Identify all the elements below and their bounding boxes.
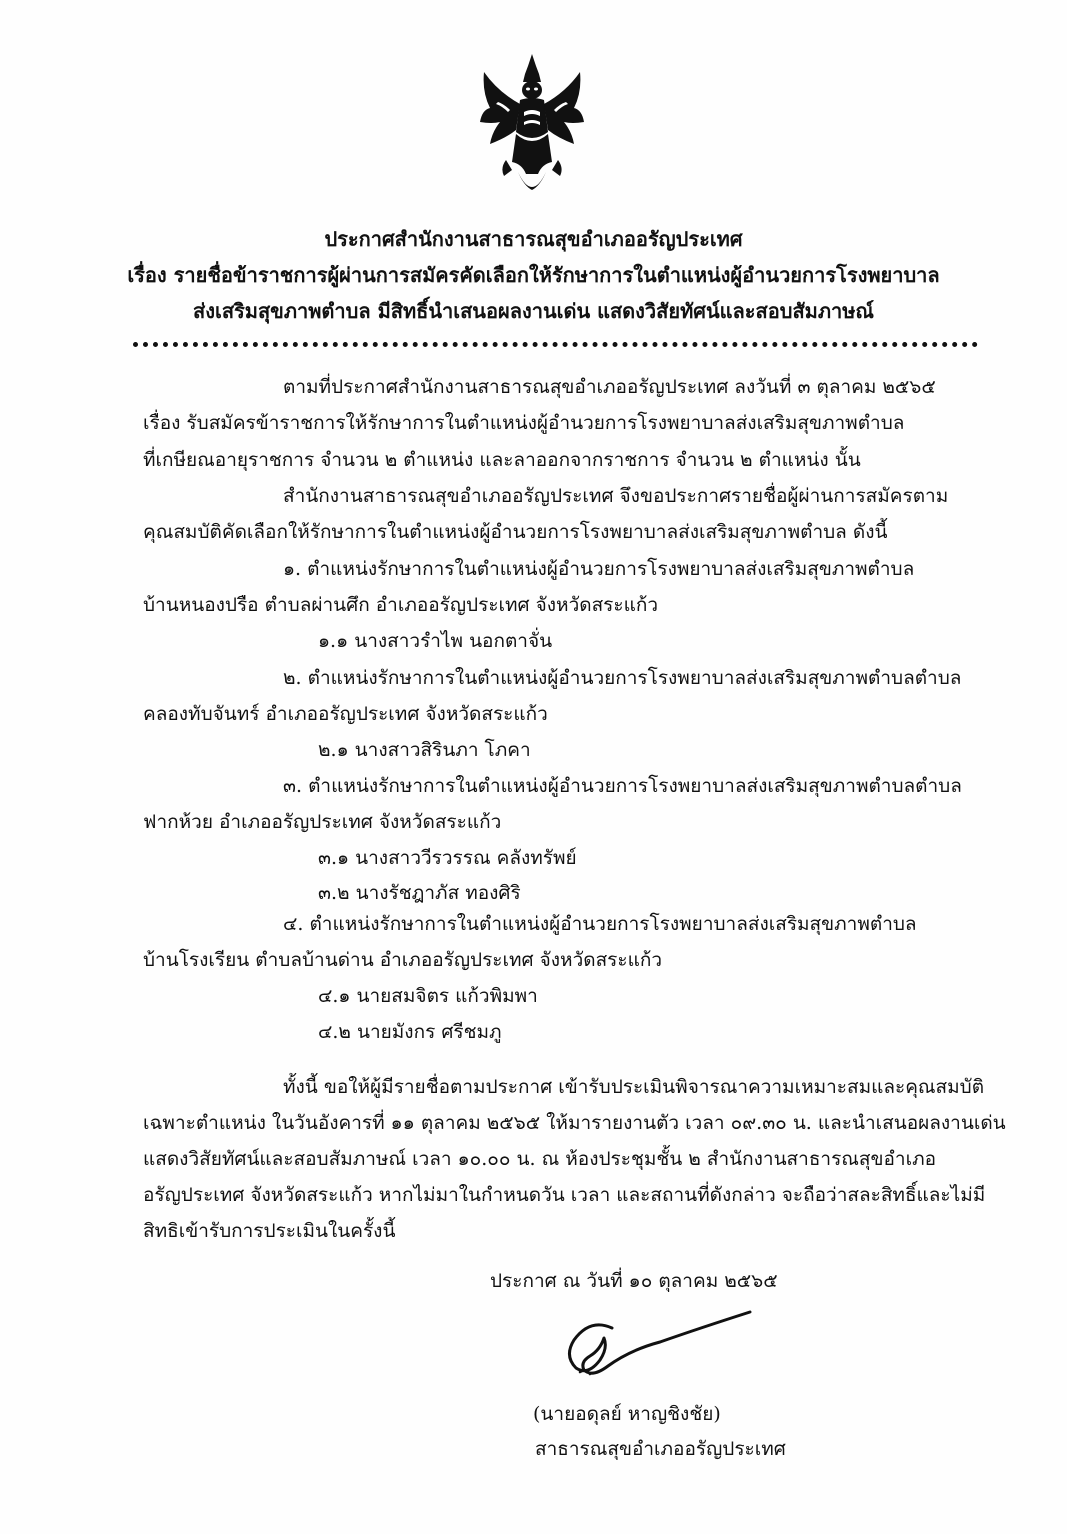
- candidate-name: ๒.๑ นางสาวสิรินภา โภคา: [318, 739, 531, 761]
- position-heading: ๑. ตำแหน่งรักษาการในตำแหน่งผู้อำนวยการโรงพยาบาลส่งเสริมสุขภาพตำบล: [283, 558, 915, 580]
- position-location: คลองทับจันทร์ อำเภออรัญประเทศ จังหวัดสระแก้ว: [143, 703, 548, 725]
- signer-name: (นายอดุลย์ หาญชิงชัย): [533, 1403, 721, 1425]
- closing-line: อรัญประเทศ จังหวัดสระแก้ว หากไม่มาในกำหนดวัน เวลา และสถานที่ดังกล่าว จะถือว่าสละสิทธิ์และไม่มี: [143, 1184, 986, 1206]
- announcement-title: ประกาศสำนักงานสาธารณสุขอำเภออรัญประเทศ: [324, 227, 743, 251]
- garuda-emblem-icon: [478, 52, 586, 202]
- candidate-name: ๑.๑ นางสาวรำไพ นอกตาจั่น: [318, 630, 553, 652]
- intro-line: ตามที่ประกาศสำนักงานสาธารณสุขอำเภออรัญประเทศ ลงวันที่ ๓ ตุลาคม ๒๕๖๕: [283, 376, 936, 398]
- position-location: บ้านโรงเรียน ตำบลบ้านด่าน อำเภออรัญประเทศ จังหวัดสระแก้ว: [143, 949, 663, 971]
- position-heading: ๔. ตำแหน่งรักษาการในตำแหน่งผู้อำนวยการโรงพยาบาลส่งเสริมสุขภาพตำบล: [283, 913, 917, 935]
- candidate-name: ๔.๑ นายสมจิตร แก้วพิมพา: [318, 985, 538, 1007]
- closing-line: ทั้งนี้ ขอให้ผู้มีรายชื่อตามประกาศ เข้ารับประเมินพิจารณาความเหมาะสมและคุณสมบัติ: [283, 1076, 985, 1098]
- intro-line: สำนักงานสาธารณสุขอำเภออรัญประเทศ จึงขอประกาศรายชื่อผู้ผ่านการสมัครตาม: [283, 485, 949, 507]
- candidate-name: ๓.๒ นางรัชฎาภัส ทองศิริ: [318, 882, 521, 904]
- announcement-subject-line-2: ส่งเสริมสุขภาพตำบล มีสิทธิ์นำเสนอผลงานเด่น แสดงวิสัยทัศน์และสอบสัมภาษณ์: [193, 299, 874, 323]
- announcement-date: ประกาศ ณ วันที่ ๑๐ ตุลาคม ๒๕๖๕: [490, 1270, 778, 1292]
- position-heading: ๒. ตำแหน่งรักษาการในตำแหน่งผู้อำนวยการโรงพยาบาลส่งเสริมสุขภาพตำบลตำบล: [283, 667, 962, 689]
- position-heading: ๓. ตำแหน่งรักษาการในตำแหน่งผู้อำนวยการโรงพยาบาลส่งเสริมสุขภาพตำบลตำบล: [283, 775, 962, 797]
- candidate-name: ๓.๑ นางสาววีรวรรณ คลังทรัพย์: [318, 847, 577, 869]
- position-location: ฟากห้วย อำเภออรัญประเทศ จังหวัดสระแก้ว: [143, 811, 502, 833]
- closing-line: สิทธิเข้ารับการประเมินในครั้งนี้: [143, 1220, 396, 1242]
- dotted-divider: [133, 342, 978, 347]
- announcement-subject-line-1: เรื่อง รายชื่อข้าราชการผู้ผ่านการสมัครคัดเลือกให้รักษาการในตำแหน่งผู้อำนวยการโรงพยาบาล: [127, 263, 940, 287]
- signer-title: สาธารณสุขอำเภออรัญประเทศ: [535, 1438, 786, 1460]
- intro-line: คุณสมบัติคัดเลือกให้รักษาการในตำแหน่งผู้อำนวยการโรงพยาบาลส่งเสริมสุขภาพตำบล ดังนี้: [143, 521, 888, 543]
- handwritten-signature: [560, 1298, 760, 1388]
- intro-line: เรื่อง รับสมัครข้าราชการให้รักษาการในตำแหน่งผู้อำนวยการโรงพยาบาลส่งเสริมสุขภาพตำบล: [143, 412, 905, 434]
- closing-line: แสดงวิสัยทัศน์และสอบสัมภาษณ์ เวลา ๑๐.๐๐ น. ณ ห้องประชุมชั้น ๒ สำนักงานสาธารณสุขอำเภอ: [143, 1148, 937, 1170]
- closing-line: เฉพาะตำแหน่ง ในวันอังคารที่ ๑๑ ตุลาคม ๒๕๖๕ ให้มารายงานตัว เวลา ๐๙.๓๐ น. และนำเสนอผลงานเด่น: [143, 1112, 1006, 1134]
- candidate-name: ๔.๒ นายมังกร ศรีชมภู: [318, 1021, 502, 1043]
- position-location: บ้านหนองปรือ ตำบลผ่านศึก อำเภออรัญประเทศ จังหวัดสระแก้ว: [143, 594, 659, 616]
- intro-line: ที่เกษียณอายุราชการ จำนวน ๒ ตำแหน่ง และลาออกจากราชการ จำนวน ๒ ตำแหน่ง นั้น: [143, 449, 861, 471]
